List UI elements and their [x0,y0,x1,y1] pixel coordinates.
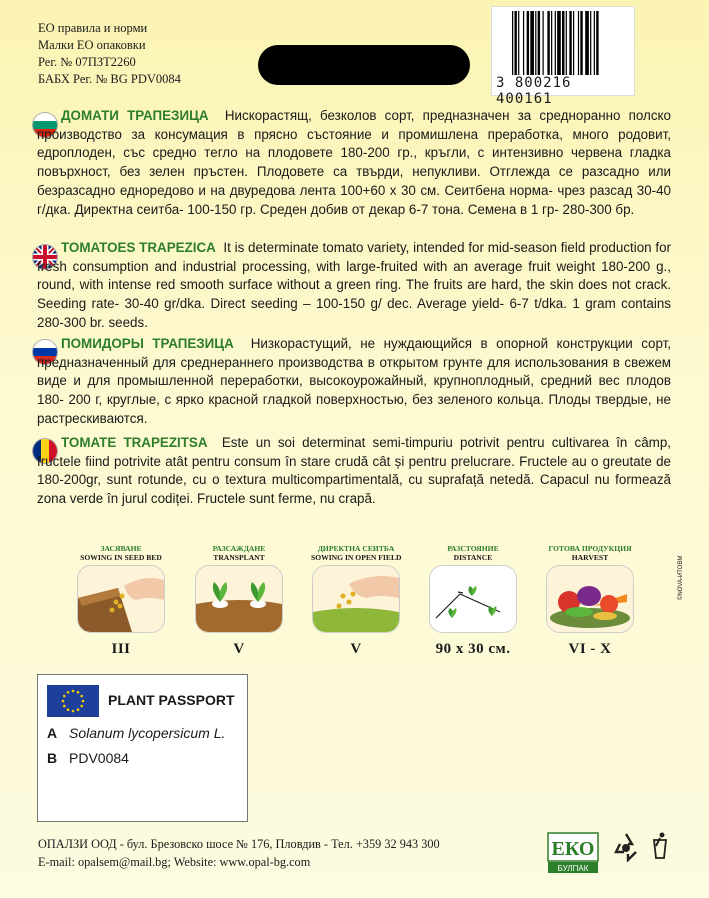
eko-logo-top: ЕКО [551,838,595,860]
passport-row-b [47,750,129,766]
section-text: Низкорастущий, не нуждающийся в опорной конструкции сорт, предназначенный для среднераннего производства в открытом грунте для использования в свежем виде и для промышленной переработки, высокоурожайный, крупноплодный, средний вес плодов 180- 200 г, круглые, с ярко красной гладкой поверхностью, без зеленого кольца. Плоды твердые, не растрескиваются. [37,336,672,426]
section-title: TOMATE TRAPEZITSA [61,435,208,450]
eko-logo-bottom: БУЛПАК [557,864,589,873]
step-label-en: TRANSPLANT [213,553,265,562]
plant-passport [37,674,248,822]
footer-address: ОПАЛЗИ ООД - бул. Брезовско шосе № 176, Пловдив - Тел. +359 32 943 300 [38,837,440,851]
step-sowing [76,544,166,658]
section-text: It is determinate tomato variety, intended for mid-season field production for fresh consumption and industrial processing, with large-fruited with an average fruit weight 180-200 g., round, with intense red smooth surface without a green ring. The fruits are hard, the skin does not crack. Seeding rate- 30-40 gr/dka. Direct seeding – 100-150 g/ dec. Average yield- 6-7 t/dka. 1 gram contains 280-300 br. seeds. [37,240,672,330]
copyright: ©NOVA-ИТОВМ [678,555,684,600]
footer-web: E-mail: opalsem@mail.bg; Website: www.opal-bg.com [38,854,311,869]
step-label-en: HARVEST [571,553,609,562]
eu-flag-icon [47,685,99,717]
section-text: Нискорастящ, безколов сорт, предназначен за средноранно полско производство за консумация в прясно състояние и промишлена преработка, много родовит, едроплоден, със средно тегло на плодовете 180-200 гр., кръгли, с интензивно червена гладка повърхност, без зелен пръстен. Плодовете са твърди, непукливи. Отглежда се разсадно или безразсадно едноредово и на двуредова лента 100+60 х 30 см. Сеитбена норма- чрез разсад 30-40 г/дка. Директна сеитба- 100-150 гр. Среден добив от декар 6-7 тона. Семена в 1 гр- 280-300 бр. [37,108,671,217]
step-transplant [194,544,284,658]
section-romanian [37,434,671,509]
passport-species: Solanum lycopersicum L. [69,725,226,741]
step-harvest [545,544,635,658]
footer-contact [38,836,440,871]
registration-line: БАБХ Рег. № BG PDV0084 [38,72,181,86]
step-label-bg: РАЗСТОЯНИЕ [447,544,499,553]
registration-line: Рег. № 07ПЗТ2260 [38,55,136,69]
hang-slot [258,45,470,85]
passport-row-label: B [47,750,58,766]
harvest-icon [546,565,634,633]
passport-title: PLANT PASSPORT [108,692,235,708]
registration-line: Малки ЕО опаковки [38,38,146,52]
step-direct-sowing [311,544,401,658]
section-bulgarian [37,107,671,219]
step-label-en: SOWING IN OPEN FIELD [311,553,402,562]
step-distance [428,544,518,658]
eko-bulpak-logo [547,832,599,874]
trash-bin-icon [650,832,670,860]
step-value: 90 х 30 см. [435,641,511,657]
step-label-bg: ДИРЕКТНА СЕИТБА [317,544,395,553]
step-label-bg: ЗАСЯВАНЕ [100,544,142,553]
step-label-bg: РАЗСАЖДАНЕ [212,544,266,553]
sowing-seedbed-icon [77,565,165,633]
section-title: TOMATOES TRAPEZICA [61,240,216,255]
section-title: ДОМАТИ ТРАПЕЗИЦА [61,108,209,123]
passport-code: PDV0084 [69,750,129,766]
transplant-icon [195,565,283,633]
step-value: III [111,641,131,657]
section-english [37,239,671,333]
step-value: VI - X [568,641,612,657]
step-label-bg: ГОТОВА ПРОДУКЦИЯ [548,544,632,553]
barcode-bars [512,11,624,75]
recycle-icon [614,832,638,862]
open-field-sowing-icon [312,565,400,633]
barcode-number: 3 800216 400161 [496,75,572,107]
step-label-en: DISTANCE [453,553,493,562]
step-label-en: SOWING IN SEED BED [80,553,162,562]
step-value: V [233,641,245,657]
growing-steps [76,544,696,664]
registration-line: ЕО правила и норми [38,21,148,35]
registration-info [38,20,181,88]
barcode [491,6,635,107]
step-value: V [350,641,362,657]
passport-row-a [47,725,225,741]
section-text: Este un soi determinat semi-timpuriu potrivit pentru cultivarea în câmp, fructele fiind potrivite atât pentru consum în stare crudă cât și pentru prelucrare. Fructele au o greutate de 180-200gr, sunt rotunde, cu o textura multicompartimentală, cu suprafață netedă. Capacul nu formează zona verde în jurul codiței. Fructele sunt ferme, nu crapă. [37,435,671,507]
section-title: ПОМИДОРЫ ТРАПЕЗИЦА [61,336,234,351]
passport-row-label: A [47,725,58,741]
distance-icon [429,565,517,633]
section-russian [37,335,671,429]
